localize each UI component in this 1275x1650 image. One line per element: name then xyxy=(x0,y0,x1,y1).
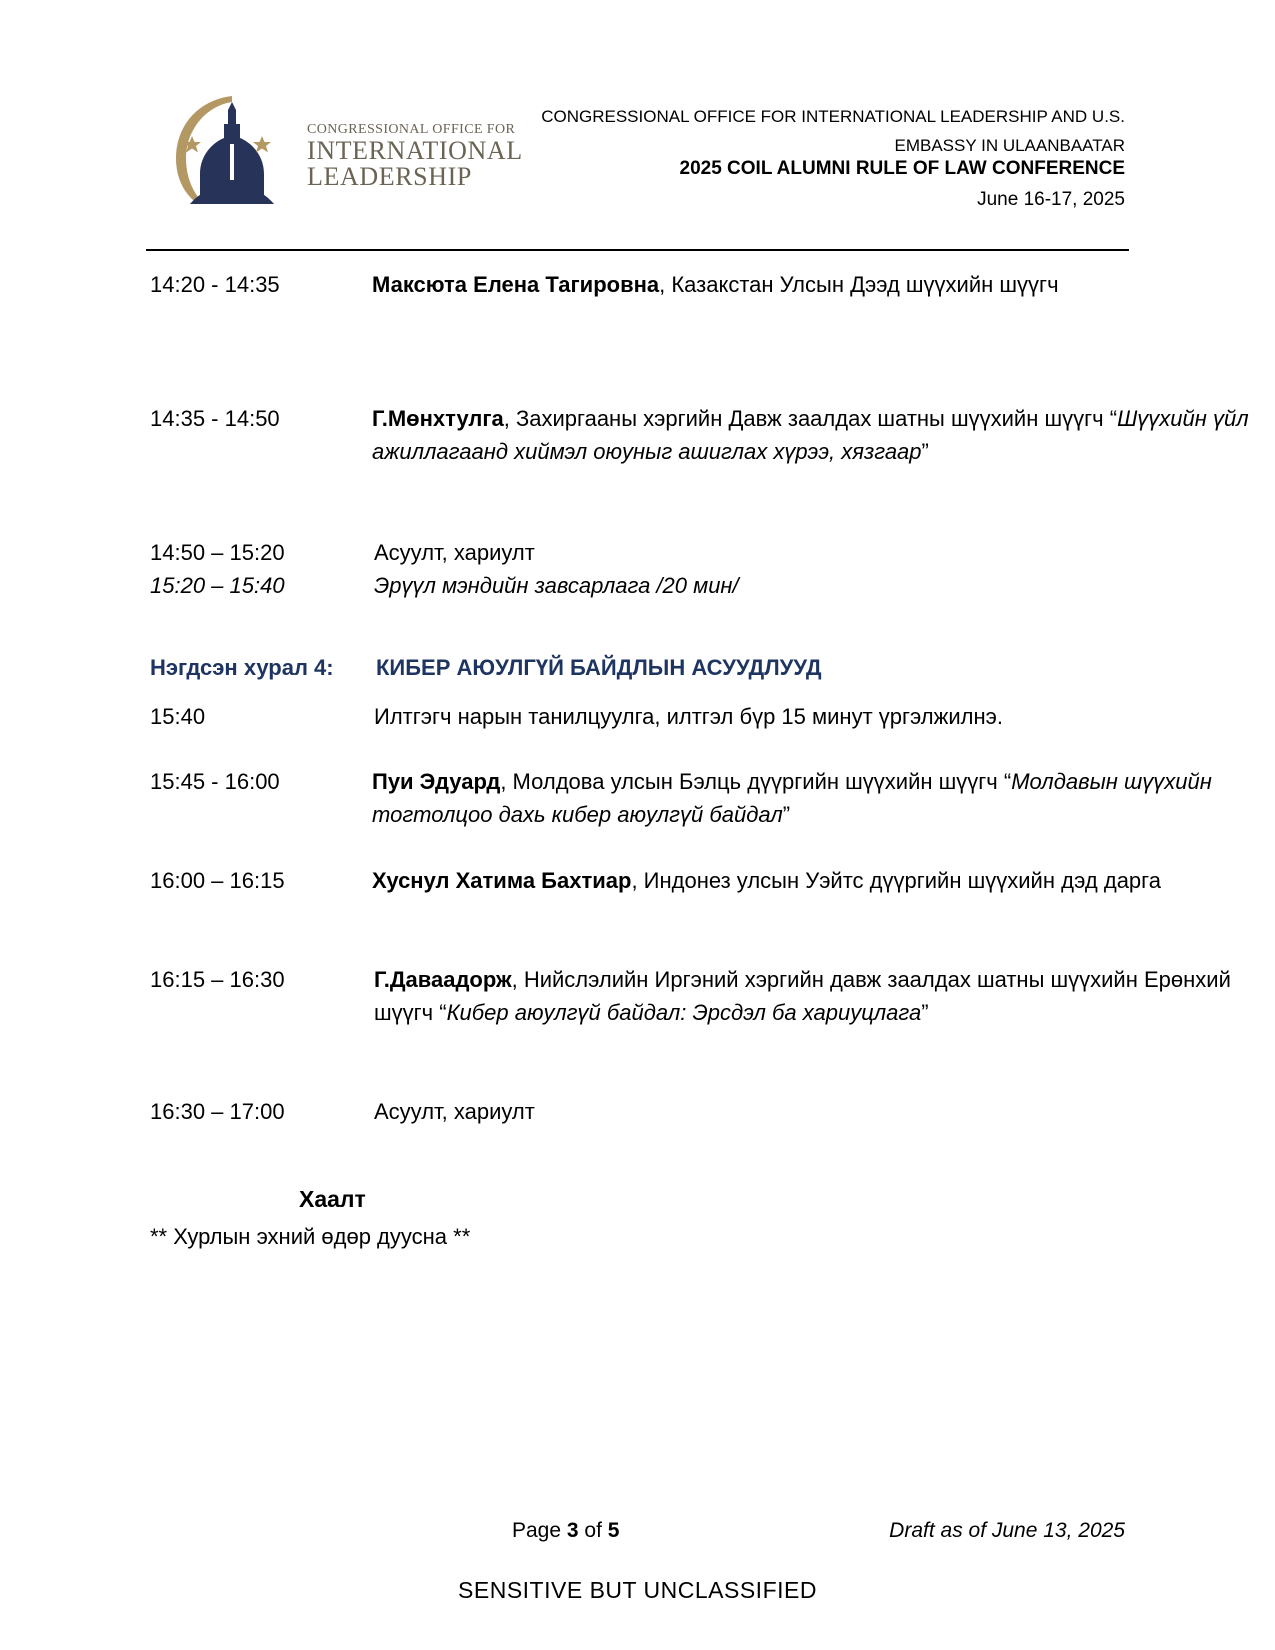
agenda-time: 16:30 – 17:00 xyxy=(150,1099,285,1124)
agenda-time: 15:40 xyxy=(150,704,206,729)
coil-logo xyxy=(170,94,523,206)
agenda-time: 16:15 – 16:30 xyxy=(150,967,285,992)
header-divider xyxy=(146,249,1129,251)
logo-line2: INTERNATIONAL xyxy=(307,136,523,165)
agenda-desc: Асуулт, хариулт xyxy=(374,540,535,565)
page-of: of xyxy=(578,1519,608,1542)
agenda-time: 15:20 – 15:40 xyxy=(150,573,285,598)
draft-date: Draft as of June 13, 2025 xyxy=(889,1519,1125,1542)
speaker-name: Г.Мөнхтулга xyxy=(372,406,504,431)
header-title: 2025 COIL ALUMNI RULE OF LAW CONFERENCE xyxy=(679,158,1125,179)
closing-heading: Хаалт xyxy=(299,1186,366,1212)
agenda-desc: Илтгэгч нарын танилцуулга, илтгэл бүр 15 минут үргэлжилнэ. xyxy=(374,704,1003,729)
agenda-desc xyxy=(374,963,1274,1029)
agenda-desc xyxy=(372,402,1272,468)
talk-topic: Молдавын шүүхийн тогтолцоо дахь кибер аюулгүй байдал xyxy=(372,769,1212,827)
end-note: ** Хурлын эхний өдөр дуусна ** xyxy=(150,1224,471,1249)
talk-topic: Кибер аюулгүй байдал: Эрсдэл ба хариуцлага xyxy=(446,1000,922,1025)
logo-wordmark xyxy=(307,122,523,190)
header-organizers xyxy=(541,102,1125,160)
agenda-time: 15:45 - 16:00 xyxy=(150,769,280,794)
speaker-name: Пуи Эдуард xyxy=(372,769,501,794)
page-number xyxy=(512,1519,619,1543)
capitol-dome-icon xyxy=(170,94,300,206)
speaker-name: Хуснул Хатима Бахтиар xyxy=(372,868,632,893)
header-line1: CONGRESSIONAL OFFICE FOR INTERNATIONAL LEADERSHIP AND U.S. xyxy=(541,107,1125,126)
agenda-desc xyxy=(372,765,1272,831)
quote-close: ” xyxy=(921,1000,929,1025)
session-title: КИБЕР АЮУЛГҮЙ БАЙДЛЫН АСУУДЛУУД xyxy=(376,655,822,680)
speaker-title: , Нийслэлийн Иргэний хэргийн давж заалдах шатны шүүхийн Ерөнхий шүүгч “ xyxy=(374,967,1231,1025)
agenda-time: 14:35 - 14:50 xyxy=(150,406,280,431)
agenda-time: 14:50 – 15:20 xyxy=(150,540,285,565)
quote-close: ” xyxy=(782,802,791,827)
agenda-time: 14:20 - 14:35 xyxy=(150,272,280,297)
speaker-title: , Захиргааны хэргийн Давж заалдах шатны шүүхийн шүүгч “ xyxy=(503,406,1118,431)
page-total: 5 xyxy=(607,1519,620,1542)
header-date: June 16-17, 2025 xyxy=(977,189,1125,210)
agenda-time: 16:00 – 16:15 xyxy=(150,868,285,893)
speaker-title: , Индонез улсын Уэйтс дүүргийн шүүхийн дэд дарга xyxy=(631,868,1161,893)
talk-topic: Шүүхийн үйл ажиллагаанд хиймэл оюуныг ашиглах хүрээ, хязгаар xyxy=(372,406,1249,464)
agenda-desc xyxy=(372,864,1272,897)
speaker-title: , Молдова улсын Бэлць дүүргийн шүүхийн шүүгч “ xyxy=(500,769,1012,794)
logo-line1: CONGRESSIONAL OFFICE FOR xyxy=(307,122,516,137)
agenda-desc xyxy=(372,268,1272,301)
page-prefix: Page xyxy=(512,1519,567,1542)
quote-close: ” xyxy=(921,439,929,464)
agenda-desc: Асуулт, хариулт xyxy=(374,1099,535,1124)
classification-marking: SENSITIVE BUT UNCLASSIFIED xyxy=(458,1577,817,1603)
speaker-name: Г.Даваадорж xyxy=(374,967,512,992)
session-label: Нэгдсэн хурал 4: xyxy=(150,655,334,680)
speaker-title: , Казакстан Улсын Дээд шүүхийн шүүгч xyxy=(659,272,1059,297)
logo-line3: LEADERSHIP xyxy=(307,162,472,191)
speaker-name: Максюта Елена Тагировна xyxy=(372,272,660,297)
page-current: 3 xyxy=(566,1519,579,1542)
agenda-desc: Эрүүл мэндийн завсарлага /20 мин/ xyxy=(374,573,739,598)
header-line2: EMBASSY IN ULAANBAATAR xyxy=(894,136,1125,155)
